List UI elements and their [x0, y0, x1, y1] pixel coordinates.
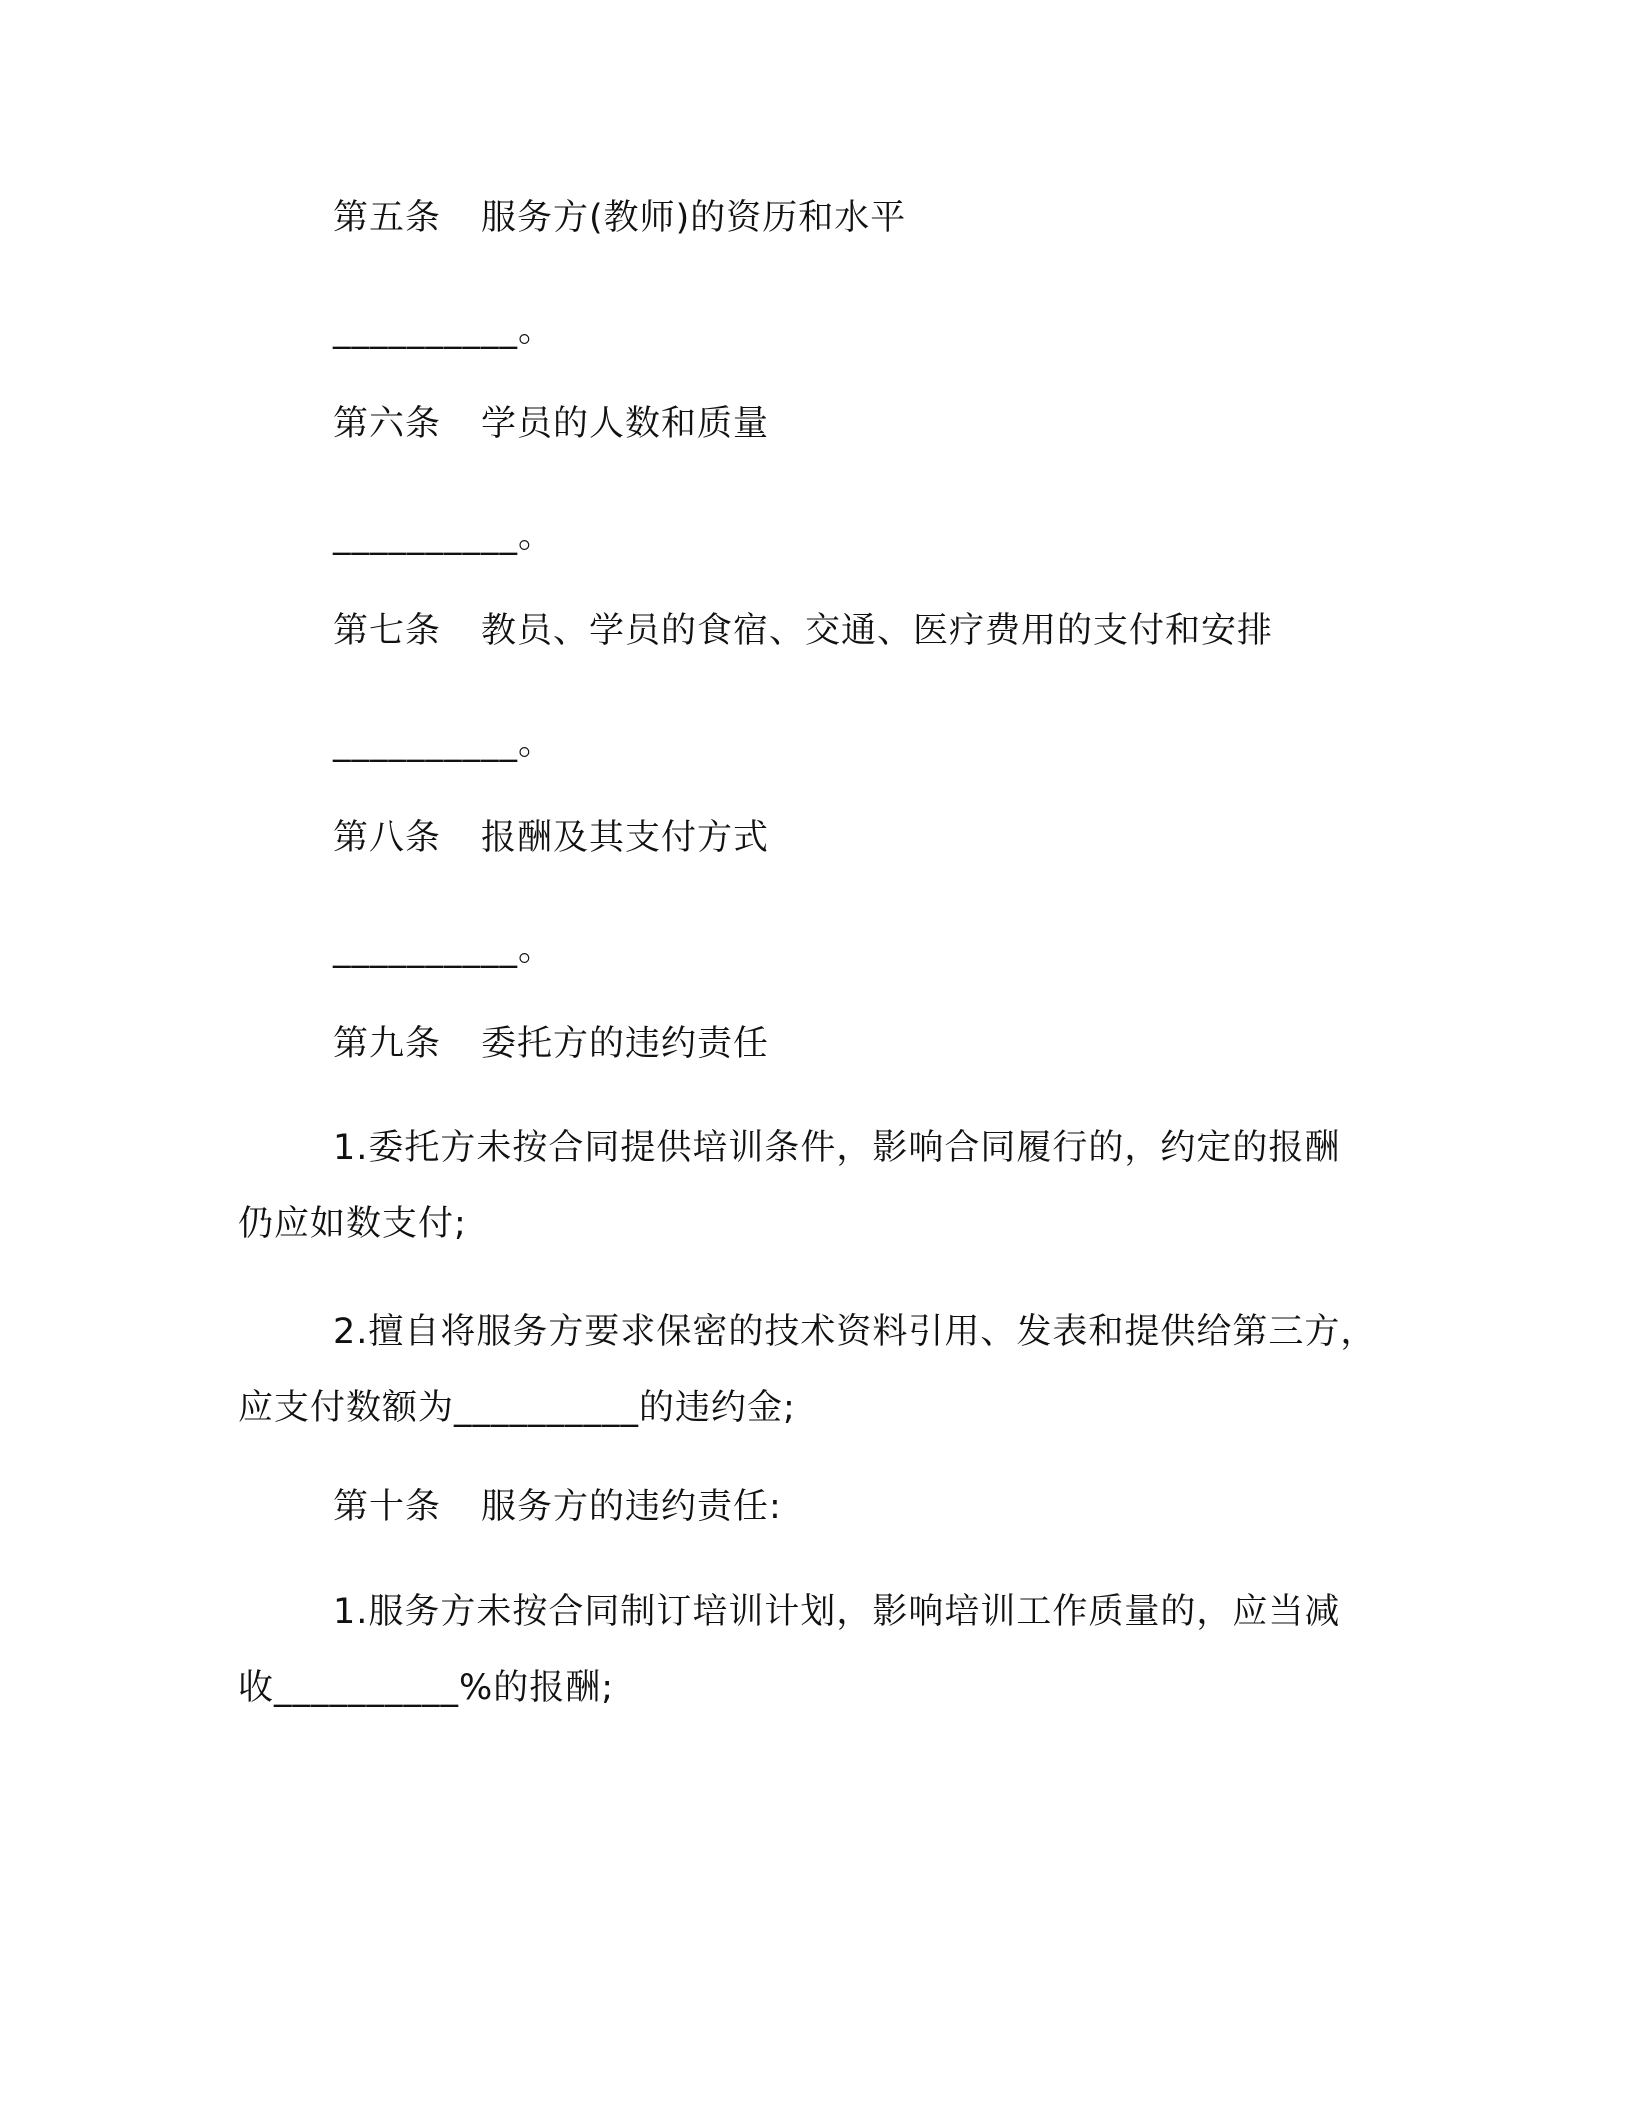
article-5-heading: [333, 194, 906, 242]
article-10-heading: [333, 1483, 782, 1531]
article-title: 学员的人数和质量: [481, 404, 770, 444]
article-title: 委托方的违约责任: [481, 1024, 770, 1064]
article-9-heading: [333, 1020, 769, 1068]
article-number: 第六条: [333, 404, 442, 444]
article-10-item-1-line-2: 收__________%的报酬;: [238, 1668, 615, 1708]
article-7-heading: [333, 607, 1273, 655]
article-9-item-1-line-1: 1.委托方未按合同提供培训条件，影响合同履行的，约定的报酬: [333, 1128, 1341, 1168]
article-8-blank: __________。: [333, 929, 555, 969]
article-6-heading: [333, 400, 769, 448]
article-7-blank: __________。: [333, 723, 555, 763]
article-9-item-2-line-2: 应支付数额为__________的违约金;: [238, 1388, 796, 1428]
article-6-blank: __________。: [333, 516, 555, 556]
article-5-blank: __________。: [333, 310, 555, 350]
article-title: 服务方的违约责任:: [481, 1487, 782, 1527]
article-number: 第八条: [333, 818, 442, 858]
article-9-item-1-line-2: 仍应如数支付;: [238, 1204, 467, 1244]
article-number: 第十条: [333, 1487, 442, 1527]
article-number: 第五条: [333, 198, 442, 238]
article-8-heading: [333, 814, 769, 862]
article-number: 第七条: [333, 611, 442, 651]
article-title: 服务方(教师)的资历和水平: [481, 198, 907, 238]
article-title: 报酬及其支付方式: [481, 818, 770, 858]
article-title: 教员、学员的食宿、交通、医疗费用的支付和安排: [481, 611, 1274, 651]
article-10-item-1-line-1: 1.服务方未按合同制订培训计划，影响培训工作质量的，应当减: [333, 1592, 1341, 1632]
article-number: 第九条: [333, 1024, 442, 1064]
article-9-item-2-line-1: 2.擅自将服务方要求保密的技术资料引用、发表和提供给第三方，: [333, 1312, 1377, 1352]
